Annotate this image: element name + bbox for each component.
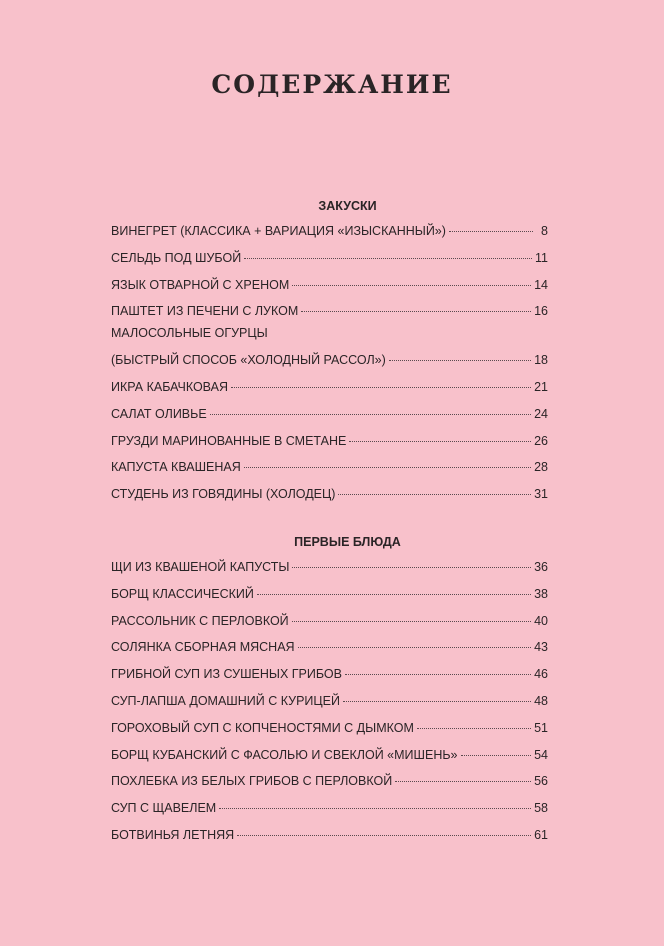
toc-entry-page-number: 21 — [534, 379, 548, 394]
toc-entry[interactable] — [111, 399, 548, 426]
dot-leader — [257, 594, 531, 595]
toc-entry-title: ЯЗЫК ОТВАРНОЙ С ХРЕНОМ — [111, 277, 290, 292]
dot-leader — [237, 835, 531, 836]
page-title: СОДЕРЖАНИЕ — [211, 70, 453, 99]
toc-entry-page-number: 46 — [534, 667, 548, 682]
toc-entry-page-number: 24 — [534, 406, 548, 421]
toc-list — [111, 552, 548, 847]
toc-entry-title: ПОХЛЕБКА ИЗ БЕЛЫХ ГРИБОВ С ПЕРЛОВКОЙ — [111, 774, 393, 789]
toc-entry[interactable] — [111, 426, 548, 453]
toc-entry[interactable] — [111, 296, 548, 323]
toc-entry[interactable] — [111, 323, 548, 372]
dot-leader — [461, 755, 532, 756]
toc-entry-page-number: 38 — [534, 586, 548, 601]
toc-entry-title: СОЛЯНКА СБОРНАЯ МЯСНАЯ — [111, 640, 295, 655]
dot-leader — [219, 808, 531, 809]
toc-entry-title: БОТВИНЬЯ ЛЕТНЯЯ — [111, 827, 235, 842]
dot-leader — [338, 494, 531, 495]
toc-entry[interactable] — [111, 740, 548, 767]
toc-entry-page-number: 40 — [534, 613, 548, 628]
toc-entry-title: ГРУЗДИ МАРИНОВАННЫЕ В СМЕТАНЕ — [111, 433, 347, 448]
toc-entry-title: СУП С ЩАВЕЛЕМ — [111, 801, 217, 816]
toc-entry[interactable] — [111, 216, 548, 243]
dot-leader — [389, 360, 531, 361]
toc-entry-page-number: 61 — [534, 827, 548, 842]
toc-entry-title: РАССОЛЬНИК С ПЕРЛОВКОЙ — [111, 613, 289, 628]
toc-entry[interactable] — [111, 659, 548, 686]
toc-entry-title: (БЫСТРЫЙ СПОСОБ «ХОЛОДНЫЙ РАССОЛ») — [111, 353, 386, 368]
dot-leader — [292, 285, 531, 286]
toc-entry[interactable] — [111, 270, 548, 297]
toc-entry[interactable] — [111, 552, 548, 579]
section-zakuski — [111, 196, 548, 506]
toc-entry-page-number: 11 — [535, 250, 548, 265]
dot-leader — [292, 567, 531, 568]
toc-entry-page-number: 54 — [534, 747, 548, 762]
toc-entry-title: САЛАТ ОЛИВЬЕ — [111, 406, 207, 421]
section-pervye-blyuda — [111, 532, 548, 847]
dot-leader — [298, 647, 532, 648]
dot-leader — [417, 728, 531, 729]
toc-entry-title: ПАШТЕТ ИЗ ПЕЧЕНИ С ЛУКОМ — [111, 304, 299, 319]
toc-entry[interactable] — [111, 686, 548, 713]
toc-entry-page-number: 36 — [534, 560, 548, 574]
dot-leader — [210, 414, 531, 415]
toc-entry-page-number: 16 — [534, 304, 548, 319]
toc-list — [111, 216, 548, 506]
dot-leader — [345, 674, 531, 675]
toc-entry[interactable] — [111, 766, 548, 793]
dot-leader — [395, 781, 531, 782]
dot-leader — [244, 258, 532, 259]
dot-leader — [343, 701, 531, 702]
toc-entry[interactable] — [111, 243, 548, 270]
toc-entry-page-number: 18 — [534, 353, 548, 368]
dot-leader — [244, 467, 531, 468]
toc-entry-page-number: 43 — [534, 640, 548, 655]
toc-entry[interactable] — [111, 579, 548, 606]
toc-entry-title: КАПУСТА КВАШЕНАЯ — [111, 460, 241, 475]
dot-leader — [301, 311, 531, 312]
toc-entry-page-number: 28 — [534, 460, 548, 475]
toc-entry[interactable] — [111, 793, 548, 820]
toc-entry-title: БОРЩ КЛАССИЧЕСКИЙ — [111, 586, 254, 601]
toc-entry-title: ГРИБНОЙ СУП ИЗ СУШЕНЫХ ГРИБОВ — [111, 667, 342, 682]
toc-entry-page-number: 14 — [534, 277, 548, 292]
toc-entry-title: БОРЩ КУБАНСКИЙ С ФАСОЛЬЮ И СВЕКЛОЙ «МИШЕНЬ» — [111, 747, 458, 762]
toc-entry-title: ГОРОХОВЫЙ СУП С КОПЧЕНОСТЯМИ С ДЫМКОМ — [111, 720, 414, 735]
toc-entry[interactable] — [111, 632, 548, 659]
toc-entry-title: СУП-ЛАПША ДОМАШНИЙ С КУРИЦЕЙ — [111, 693, 340, 708]
dot-leader — [349, 441, 531, 442]
toc-entry-page-number: 51 — [534, 720, 548, 735]
toc-entry[interactable] — [111, 713, 548, 740]
toc-entry-page-number: 31 — [534, 487, 548, 502]
dot-leader — [231, 387, 531, 388]
toc-entry-page-number: 48 — [534, 693, 548, 708]
toc-entry-title-line1: МАЛОСОЛЬНЫЕ ОГУРЦЫ — [111, 326, 268, 341]
toc-entry-title: ЩИ ИЗ КВАШЕНОЙ КАПУСТЫ — [111, 560, 290, 574]
section-heading: ПЕРВЫЕ БЛЮДА — [294, 535, 401, 549]
dot-leader — [292, 621, 531, 622]
toc-entry[interactable] — [111, 820, 548, 847]
section-heading: ЗАКУСКИ — [318, 199, 377, 213]
toc-entry[interactable] — [111, 479, 548, 506]
toc-entry-title: ИКРА КАБАЧКОВАЯ — [111, 379, 228, 394]
toc-entry-title: ВИНЕГРЕТ (КЛАССИКА + ВАРИАЦИЯ «ИЗЫСКАННЫЙ») — [111, 224, 446, 238]
toc-entry-title: СТУДЕНЬ ИЗ ГОВЯДИНЫ (ХОЛОДЕЦ) — [111, 487, 336, 502]
toc-entry-page-number: 26 — [534, 433, 548, 448]
dot-leader — [449, 231, 533, 232]
toc-entry-page-number: 56 — [534, 774, 548, 789]
toc-entry-title: СЕЛЬДЬ ПОД ШУБОЙ — [111, 250, 242, 265]
toc-entry-page-number: 58 — [534, 801, 548, 816]
toc-entry[interactable] — [111, 606, 548, 633]
toc-entry-page-number: 8 — [541, 224, 548, 238]
toc-entry[interactable] — [111, 372, 548, 399]
toc-entry[interactable] — [111, 452, 548, 479]
